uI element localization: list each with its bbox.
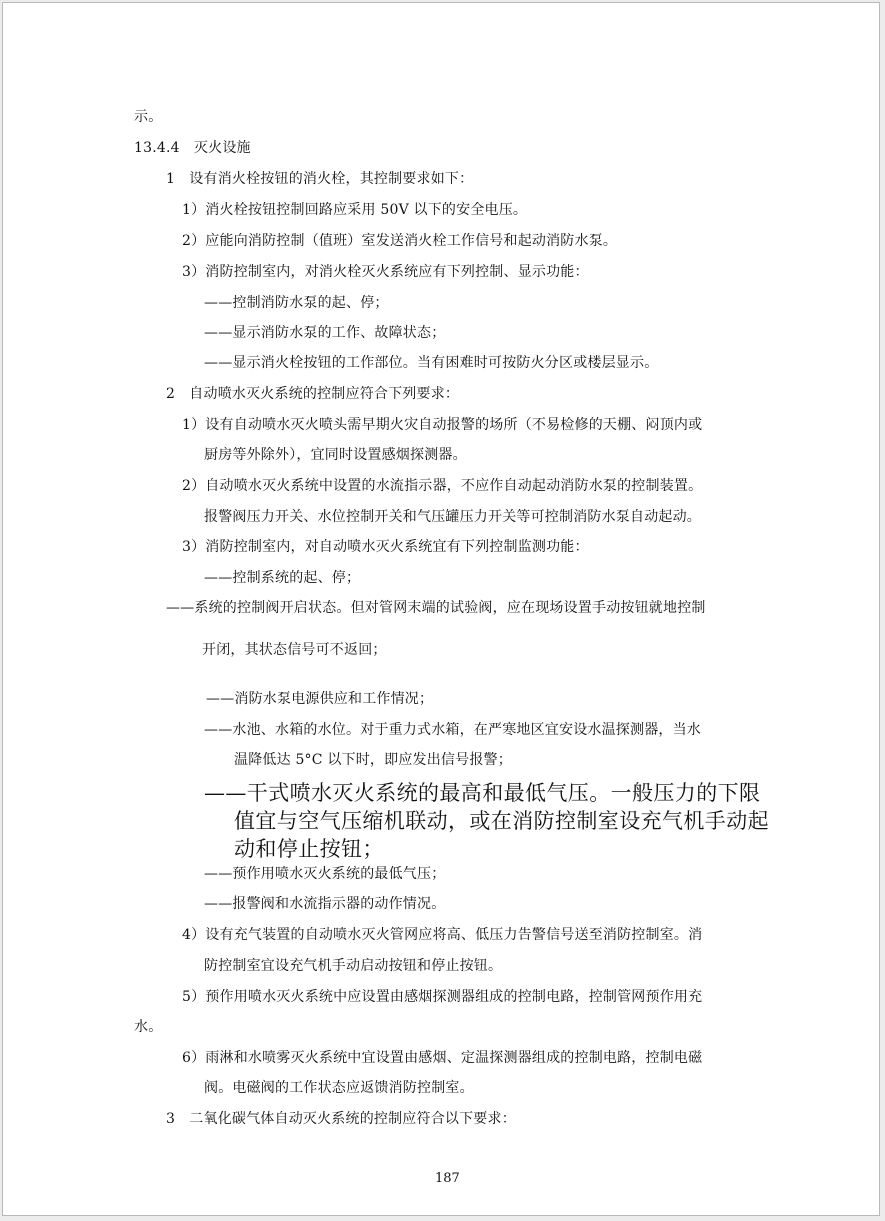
dash-item-cont: 温降低达 5°C 以下时，即应发出信号报警；	[234, 752, 512, 768]
section-heading: 13.4.4 灭火设施	[134, 140, 251, 156]
dash-item: ——显示消防水泵的工作、故障状态；	[204, 325, 446, 341]
item-2-2: 2）自动喷水灭火系统中设置的水流指示器，不应作自动起动消防水泵的控制装置。	[182, 478, 703, 494]
page-number: 187	[435, 1171, 460, 1186]
dash-item-large-cont: 值宜与空气压缩机联动，或在消防控制室设充气机手动起	[234, 809, 769, 833]
dash-item: ——控制消防水泵的起、停；	[204, 295, 389, 311]
item-2-3: 3）消防控制室内，对自动喷水灭火系统宜有下列控制监测功能：	[182, 539, 589, 555]
dash-item: ——水池、水箱的水位。对于重力式水箱，在严寒地区宜安设水温探测器，当水	[204, 722, 701, 738]
item-2-6: 6）雨淋和水喷雾灭火系统中宜设置由感烟、定温探测器组成的控制电路，控制电磁	[182, 1050, 703, 1066]
item-2-1: 1）设有自动喷水灭火喷头需早期火灾自动报警的场所（不易检修的天棚、闷顶内或	[182, 417, 703, 433]
item-3-heading: 3 二氧化碳气体自动灭火系统的控制应符合以下要求：	[166, 1111, 516, 1127]
dash-item: ——预作用喷水灭火系统的最低气压；	[204, 866, 446, 882]
item-2-5: 5）预作用喷水灭火系统中应设置由感烟探测器组成的控制电路，控制管网预作用充	[182, 989, 703, 1005]
dash-item: ——报警阀和水流指示器的动作情况。	[204, 896, 446, 912]
document-page	[2, 2, 880, 1216]
item-2-2-cont: 报警阀压力开关、水位控制开关和气压罐压力开关等可控制消防水泵自动起动。	[204, 509, 701, 525]
dash-item-cont: 开闭，其状态信号可不返回；	[202, 642, 387, 658]
dash-item: ——系统的控制阀开启状态。但对管网末端的试验阀，应在现场设置手动按钮就地控制	[166, 600, 706, 616]
dash-item: ——控制系统的起、停；	[204, 570, 361, 586]
item-1-3: 3）消防控制室内，对消火栓灭火系统应有下列控制、显示功能：	[182, 264, 589, 280]
item-2-1-cont: 厨房等外除外），宜同时设置感烟探测器。	[204, 447, 467, 463]
text-line-continuation: 示。	[134, 109, 163, 125]
item-1-heading: 1 设有消火栓按钮的消火栓，其控制要求如下：	[166, 171, 474, 187]
item-2-4-cont: 防控制室宜设充气机手动启动按钮和停止按钮。	[204, 958, 503, 974]
item-2-5-cont: 水。	[134, 1019, 163, 1035]
dash-item: ——消防水泵电源供应和工作情况；	[206, 691, 434, 707]
dash-item-large: ——干式喷水灭火系统的最高和最低气压。一般压力的下限	[204, 781, 761, 805]
item-2-heading: 2 自动喷水灭火系统的控制应符合下列要求：	[166, 386, 460, 402]
dash-item: ——显示消火栓按钮的工作部位。当有困难时可按防火分区或楼层显示。	[204, 355, 659, 371]
dash-item-large-cont: 动和停止按钮；	[234, 837, 384, 861]
item-1-2: 2）应能向消防控制（值班）室发送消火栓工作信号和起动消防水泵。	[182, 233, 618, 249]
item-1-1: 1）消火栓按钮控制回路应采用 50V 以下的安全电压。	[182, 202, 528, 218]
item-2-4: 4）设有充气装置的自动喷水灭火管网应将高、低压力告警信号送至消防控制室。消	[182, 927, 703, 943]
item-2-6-cont: 阀。电磁阀的工作状态应返馈消防控制室。	[204, 1080, 474, 1096]
